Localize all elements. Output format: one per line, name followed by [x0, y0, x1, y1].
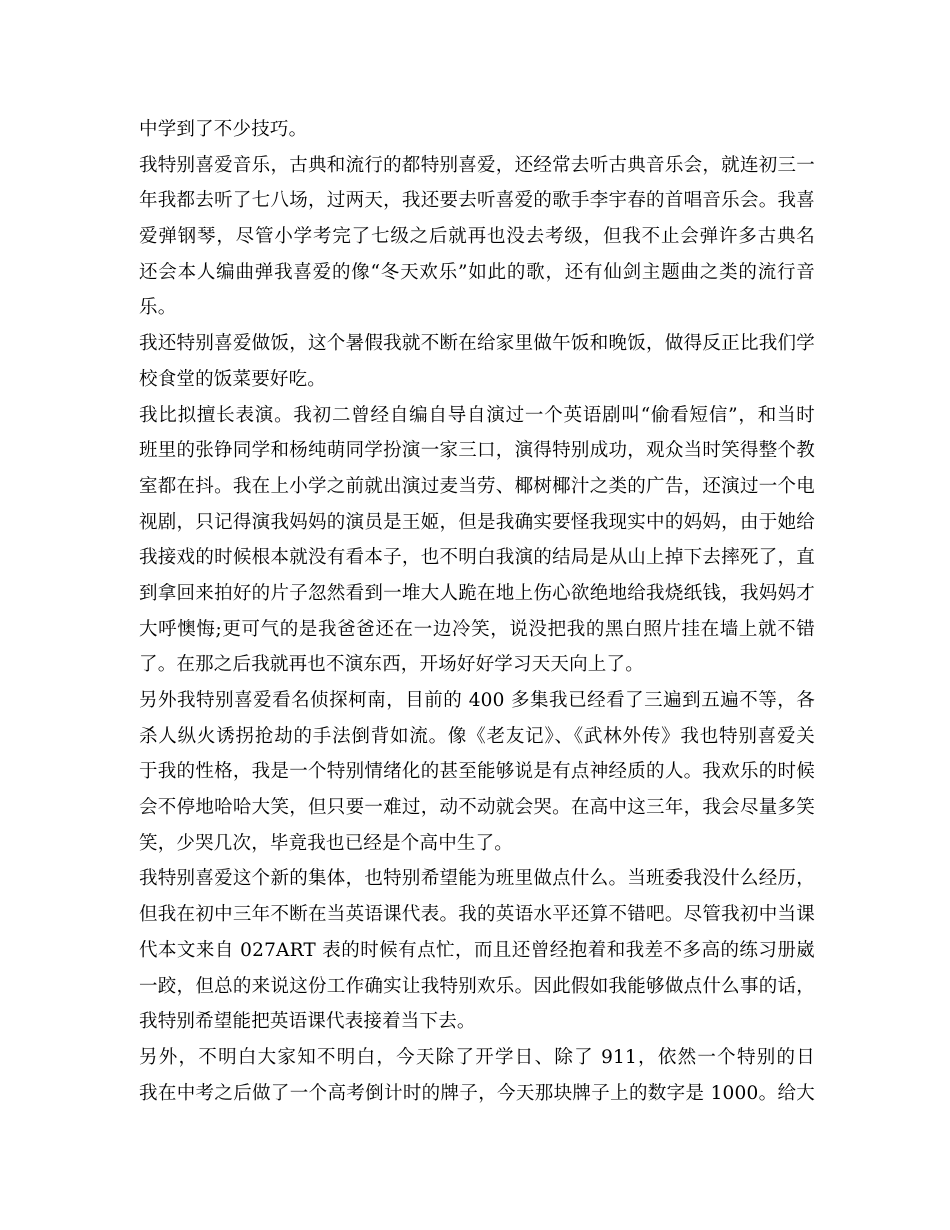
text-line: 中学到了不少技巧。 — [139, 119, 308, 140]
text-line: 我特别希望能把英语课代表接着当下去。 — [139, 1011, 476, 1033]
text-line: 我在中考之后做了一个高考倒计时的牌子，今天那块牌子上的数字是 1000。给大 — [139, 1082, 815, 1104]
text-line: 还会本人编曲弹我喜爱的像“冬天欢乐”如此的歌，还有仙剑主题曲之类的流行音 — [139, 261, 815, 283]
text-line: 笑，少哭几次，毕竟我也已经是个高中生了。 — [139, 832, 514, 854]
text-line: 到拿回来拍好的片子忽然看到一堆大人跪在地上伤心欲绝地给我烧纸钱，我妈妈才 — [139, 582, 815, 604]
text-line: 视剧，只记得演我妈妈的演员是王姬，但是我确实要怪我现实中的妈妈，由于她给 — [139, 511, 815, 533]
text-line: 乐。 — [139, 297, 177, 319]
text-line: 代本文来自 027ART 表的时候有点忙，而且还曾经抱着和我差不多高的练习册崴 — [139, 939, 815, 961]
text-line: 我特别喜爱音乐，古典和流行的都特别喜爱，还经常去听古典音乐会，就连初三一 — [139, 154, 815, 176]
text-line: 班里的张铮同学和杨纯萌同学扮演一家三口，演得特别成功，观众当时笑得整个教 — [139, 440, 815, 462]
text-line: 另外我特别喜爱看名侦探柯南，目前的 400 多集我已经看了三遍到五遍不等，各 — [139, 690, 815, 711]
text-line: 了。在那之后我就再也不演东西，开场好好学习天天向上了。 — [139, 654, 644, 676]
text-line: 我接戏的时候根本就没有看本子，也不明白我演的结局是从山上掉下去摔死了，直 — [139, 547, 815, 569]
text-line: 会不停地哈哈大笑，但只要一难过，动不动就会哭。在高中这三年，我会尽量多笑 — [139, 797, 815, 819]
document-body — [139, 112, 815, 1111]
text-line: 于我的性格，我是一个特别情绪化的甚至能够说是有点神经质的人。我欢乐的时候 — [139, 761, 815, 783]
text-line: 年我都去听了七八场，过两天，我还要去听喜爱的歌手李宇春的首唱音乐会。我喜 — [139, 190, 815, 212]
text-line: 室都在抖。我在上小学之前就出演过麦当劳、椰树椰汁之类的广告，还演过一个电 — [139, 475, 815, 497]
text-line: 但我在初中三年不断在当英语课代表。我的英语水平还算不错吧。尽管我初中当课 — [139, 904, 815, 926]
text-line: 杀人纵火诱拐抢劫的手法倒背如流。像《老友记》、《武林外传》我也特别喜爱关 — [139, 725, 815, 747]
text-line: 大呼懊悔;更可气的是我爸爸还在一边冷笑，说没把我的黑白照片挂在墙上就不错 — [139, 618, 815, 640]
text-line: 另外，不明白大家知不明白，今天除了开学日、除了 911，依然一个特别的日 — [139, 1046, 815, 1068]
text-line: 我还特别喜爱做饭，这个暑假我就不断在给家里做午饭和晚饭，做得反正比我们学 — [139, 333, 815, 355]
text-line: 一跤，但总的来说这份工作确实让我特别欢乐。因此假如我能够做点什么事的话， — [139, 975, 815, 997]
text-line: 我比拟擅长表演。我初二曾经自编自导自演过一个英语剧叫“偷看短信”，和当时 — [139, 404, 815, 426]
text-line: 爱弹钢琴，尽管小学考完了七级之后就再也没去考级，但我不止会弹许多古典名 — [139, 226, 815, 248]
text-line: 校食堂的饭菜要好吃。 — [139, 368, 327, 390]
text-line: 我特别喜爱这个新的集体，也特别希望能为班里做点什么。当班委我没什么经历， — [139, 868, 815, 890]
